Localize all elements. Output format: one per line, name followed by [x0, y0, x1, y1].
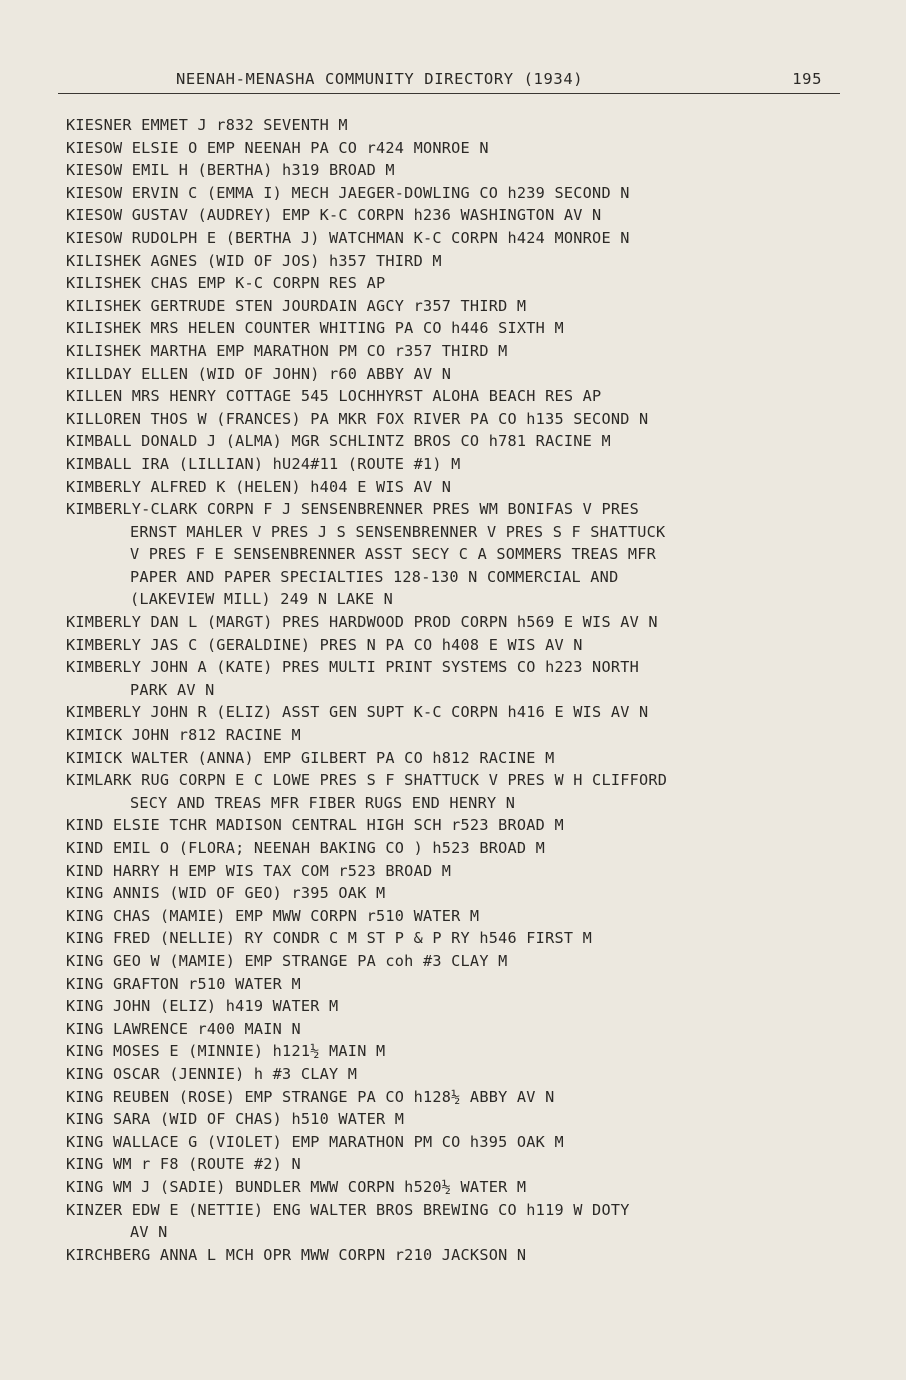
directory-entry-continuation: V PRES F E SENSENBRENNER ASST SECY C A SOMMERS TREAS MFR	[130, 545, 657, 564]
directory-entry-continuation: PAPER AND PAPER SPECIALTIES 128-130 N COMMERCIAL AND	[130, 567, 619, 586]
header-title: NEENAH-MENASHA COMMUNITY DIRECTORY (1934)	[176, 70, 584, 88]
directory-entry: KING WALLACE G (VIOLET) EMP MARATHON PM CO h395 OAK M	[66, 1132, 564, 1151]
page-number: 195	[792, 70, 822, 88]
directory-entry-continuation: ERNST MAHLER V PRES J S SENSENBRENNER V PRES S F SHATTUCK	[130, 522, 666, 541]
directory-entry: KIMBERLY JAS C (GERALDINE) PRES N PA CO h408 E WIS AV N	[66, 635, 583, 654]
directory-entry: KIMLARK RUG CORPN E C LOWE PRES S F SHATTUCK V PRES W H CLIFFORD	[66, 771, 668, 790]
directory-entry-continuation: (LAKEVIEW MILL) 249 N LAKE N	[130, 590, 394, 609]
directory-entries	[66, 114, 846, 1266]
directory-entry: KING CHAS (MAMIE) EMP MWW CORPN r510 WATER M	[66, 906, 480, 925]
page-header	[58, 64, 840, 94]
directory-entry: KIESNER EMMET J r832 SEVENTH M	[66, 116, 348, 134]
directory-entry: KING MOSES E (MINNIE) h121½ MAIN M	[66, 1042, 386, 1061]
directory-entry: KING OSCAR (JENNIE) h #3 CLAY M	[66, 1064, 358, 1083]
directory-entry: KILISHEK AGNES (WID OF JOS) h357 THIRD M	[66, 251, 442, 270]
directory-entry: KIND ELSIE TCHR MADISON CENTRAL HIGH SCH r523 BROAD M	[66, 816, 564, 835]
directory-entry: KIND HARRY H EMP WIS TAX COM r523 BROAD M	[66, 861, 452, 880]
directory-entry: KILISHEK CHAS EMP K-C CORPN RES AP	[66, 274, 386, 293]
directory-entry: KIMBERLY ALFRED K (HELEN) h404 E WIS AV N	[66, 477, 452, 496]
directory-entry: KING FRED (NELLIE) RY CONDR C M ST P & P RY h546 FIRST M	[66, 929, 593, 948]
directory-entry: KING SARA (WID OF CHAS) h510 WATER M	[66, 1110, 405, 1129]
directory-entry: KIMBALL IRA (LILLIAN) hU24#11 (ROUTE #1) M	[66, 454, 461, 473]
directory-entry: KING GRAFTON r510 WATER M	[66, 974, 301, 993]
directory-entry: KIMICK WALTER (ANNA) EMP GILBERT PA CO h812 RACINE M	[66, 748, 555, 767]
directory-entry: KING LAWRENCE r400 MAIN N	[66, 1019, 301, 1038]
directory-entry: KILISHEK MRS HELEN COUNTER WHITING PA CO h446 SIXTH M	[66, 319, 564, 338]
directory-entry: KIMBERLY DAN L (MARGT) PRES HARDWOOD PROD CORPN h569 E WIS AV N	[66, 613, 658, 632]
directory-entry: KIESOW GUSTAV (AUDREY) EMP K-C CORPN h236 WASHINGTON AV N	[66, 206, 602, 225]
directory-entry: KIESOW ERVIN C (EMMA I) MECH JAEGER-DOWLING CO h239 SECOND N	[66, 183, 630, 202]
directory-entry: KILISHEK MARTHA EMP MARATHON PM CO r357 THIRD M	[66, 341, 508, 360]
directory-entry: KILLDAY ELLEN (WID OF JOHN) r60 ABBY AV N	[66, 364, 452, 383]
directory-entry: KIND EMIL O (FLORA; NEENAH BAKING CO ) h523 BROAD M	[66, 839, 546, 857]
directory-entry: KIRCHBERG ANNA L MCH OPR MWW CORPN r210 JACKSON N	[66, 1245, 527, 1264]
directory-entry: KIESOW ELSIE O EMP NEENAH PA CO r424 MONROE N	[66, 138, 489, 157]
directory-entry-continuation: AV N	[130, 1223, 168, 1242]
directory-entry: KIMBERLY JOHN A (KATE) PRES MULTI PRINT SYSTEMS CO h223 NORTH	[66, 658, 640, 677]
directory-entry: KIMICK JOHN r812 RACINE M	[66, 726, 301, 745]
directory-entry: KING ANNIS (WID OF GEO) r395 OAK M	[66, 884, 386, 903]
directory-entry: KILISHEK GERTRUDE STEN JOURDAIN AGCY r357 THIRD M	[66, 296, 527, 315]
directory-entry: KILLOREN THOS W (FRANCES) PA MKR FOX RIVER PA CO h135 SECOND N	[66, 409, 649, 428]
directory-entry: KING REUBEN (ROSE) EMP STRANGE PA CO h128½ ABBY AV N	[66, 1087, 555, 1106]
directory-entry: KIMBALL DONALD J (ALMA) MGR SCHLINTZ BROS CO h781 RACINE M	[66, 432, 611, 451]
directory-entry: KINZER EDW E (NETTIE) ENG WALTER BROS BREWING CO h119 W DOTY	[66, 1200, 630, 1219]
directory-entry: KIESOW EMIL H (BERTHA) h319 BROAD M	[66, 161, 395, 180]
directory-entry: KING WM J (SADIE) BUNDLER MWW CORPN h520½ WATER M	[66, 1177, 527, 1196]
directory-entry: KILLEN MRS HENRY COTTAGE 545 LOCHHYRST ALOHA BEACH RES AP	[66, 387, 602, 406]
directory-entry: KIMBERLY-CLARK CORPN F J SENSENBRENNER PRES WM BONIFAS V PRES	[66, 500, 640, 519]
directory-entry: KIMBERLY JOHN R (ELIZ) ASST GEN SUPT K-C CORPN h416 E WIS AV N	[66, 703, 649, 722]
header-divider	[58, 93, 840, 94]
directory-entry: KING GEO W (MAMIE) EMP STRANGE PA coh #3 CLAY M	[66, 951, 508, 970]
directory-entry-continuation: PARK AV N	[130, 680, 215, 699]
directory-entry: KIESOW RUDOLPH E (BERTHA J) WATCHMAN K-C CORPN h424 MONROE N	[66, 228, 630, 247]
directory-entry: KING WM r F8 (ROUTE #2) N	[66, 1155, 301, 1174]
directory-entry: KING JOHN (ELIZ) h419 WATER M	[66, 997, 339, 1016]
directory-entry-continuation: SECY AND TREAS MFR FIBER RUGS END HENRY N	[130, 793, 516, 812]
